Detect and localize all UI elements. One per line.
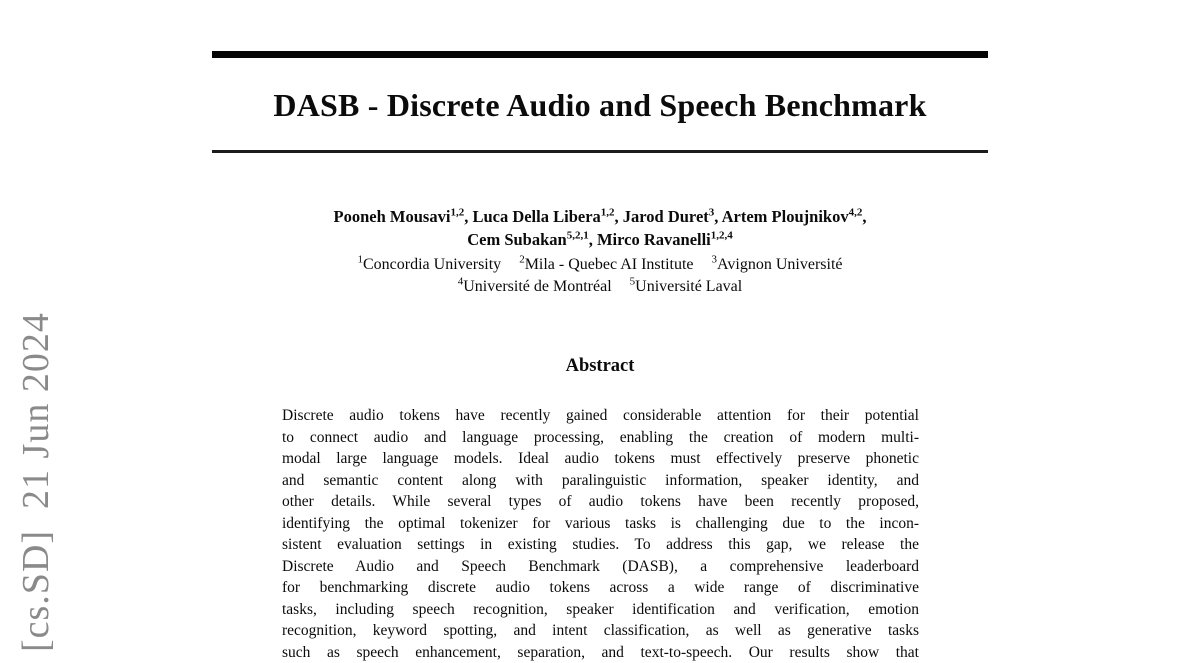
author: Jarod Duret$^3$, xyxy=(623,207,722,226)
abstract-line: Discrete audio tokens have recently gained considerable attention for their potential xyxy=(282,405,919,427)
abstract-line: tasks, including speech recognition, speaker identification and verification, emotion xyxy=(282,599,919,621)
author-line-1 xyxy=(0,205,1200,228)
author: Artem Ploujnikov$^{4,2}$, xyxy=(722,207,867,226)
abstract-line: Discrete Audio and Speech Benchmark (DASB), a comprehensive leaderboard xyxy=(282,556,919,578)
author-affil-sup: 4,2 xyxy=(849,207,863,219)
abstract-line: sistent evaluation settings in existing studies. To address this gap, we release the xyxy=(282,534,919,556)
author: Cem Subakan$^{5,2,1}$, xyxy=(467,230,597,249)
affiliation-line-2 xyxy=(0,276,1200,298)
author-affil-sup: 3 xyxy=(709,207,715,219)
author-affil-sup: 5,2,1 xyxy=(567,230,589,242)
affiliation: $^2$Mila - Quebec AI Institute xyxy=(519,256,693,273)
author-affil-sup: 1,2 xyxy=(601,207,615,219)
affiliation-line-1 xyxy=(0,254,1200,276)
author-line-2 xyxy=(0,228,1200,251)
abstract-heading: Abstract xyxy=(0,353,1200,379)
abstract-line: and semantic content along with paralinguistic information, speaker identity, and xyxy=(282,470,919,492)
affiliation: $^3$Avignon Université xyxy=(712,256,843,273)
abstract-body xyxy=(282,405,919,663)
author: Pooneh Mousavi$^{1,2}$, xyxy=(334,207,473,226)
affiliation: $^5$Université Laval xyxy=(630,278,743,295)
affiliation: $^1$Concordia University xyxy=(357,256,501,273)
abstract-line: for benchmarking discrete audio tokens across a wide range of discriminative xyxy=(282,577,919,599)
abstract-line: modal large language models. Ideal audio tokens must effectively preserve phonetic xyxy=(282,448,919,470)
author-block xyxy=(0,205,1200,251)
affiliation: $^4$Université de Montréal xyxy=(458,278,612,295)
top-rule xyxy=(212,51,988,58)
abstract-line: recognition, keyword spotting, and intent classification, as well as generative tasks xyxy=(282,620,919,642)
author: Mirco Ravanelli$^{1,2,4}$ xyxy=(597,230,733,249)
abstract-line: to connect audio and language processing, enabling the creation of modern multi- xyxy=(282,427,919,449)
author-affil-sup: 1,2 xyxy=(450,207,464,219)
abstract-line: identifying the optimal tokenizer for various tasks is challenging due to the incon- xyxy=(282,513,919,535)
author: Luca Della Libera$^{1,2}$, xyxy=(472,207,622,226)
abstract-line: other details. While several types of audio tokens have been recently proposed, xyxy=(282,491,919,513)
arxiv-watermark: [cs.SD] 21 Jun 2024 xyxy=(13,312,59,652)
affiliation-block xyxy=(0,254,1200,297)
author-affil-sup: 1,2,4 xyxy=(711,230,733,242)
title-rule xyxy=(212,150,988,153)
abstract-line-partial: such as speech enhancement, separation, and text-to-speech. Our results show that xyxy=(282,642,919,663)
paper-title: DASB - Discrete Audio and Speech Benchmark xyxy=(0,86,1200,124)
